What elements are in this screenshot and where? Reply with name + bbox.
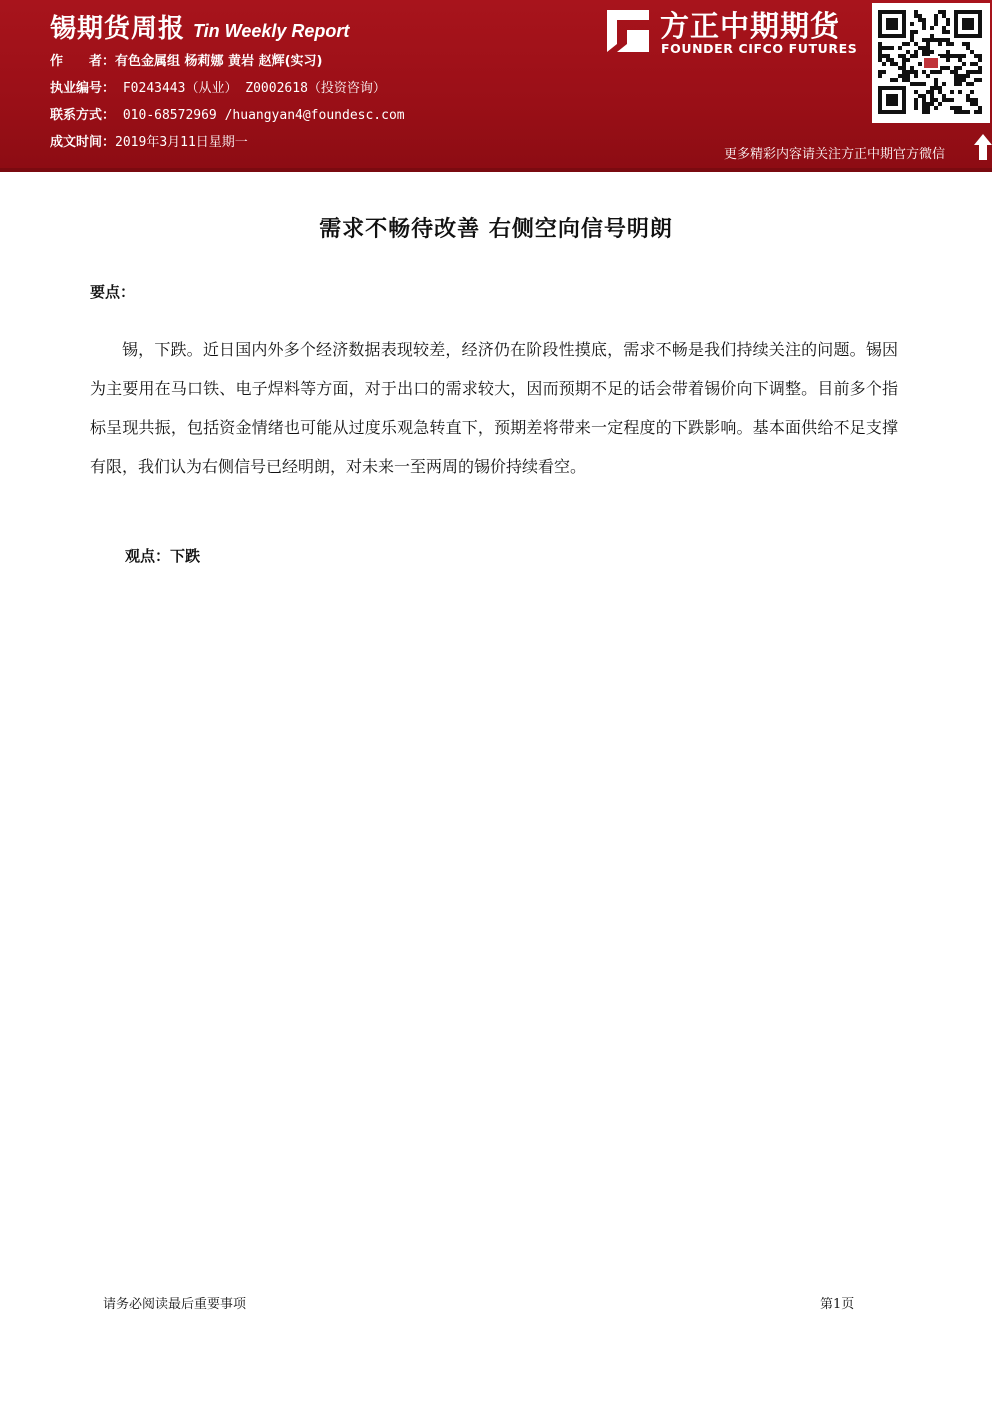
follow-wechat-text: 更多精彩内容请关注方正中期官方微信 — [724, 147, 946, 162]
meta-authors — [50, 52, 405, 79]
meta-label: 作 者： — [50, 54, 116, 69]
view-conclusion: 观点：下跌 — [125, 547, 201, 565]
founder-logo-icon — [603, 6, 653, 56]
meta-value: F0243443（从业） Z0002618（投资咨询） — [115, 81, 386, 96]
page-number: 第1页 — [820, 1297, 855, 1312]
arrow-up-icon — [974, 134, 992, 160]
meta-value: 2019年3月11日星期一 — [115, 135, 248, 150]
key-points-label: 要点： — [90, 283, 136, 301]
header-divider — [0, 168, 992, 172]
summary-paragraph: 锡，下跌。近日国内外多个经济数据表现较差，经济仍在阶段性摸底，需求不畅是我们持续关注的问题。锡因为主要用在马口铁、电子焊料等方面，对于出口的需求较大，因而预期不足的话会带着锡价向下调整。目前多个指标呈现共振，包括资金情绪也可能从过度乐观急转直下，预期差将带来一定程度的下跌影响。基本面供给不足支撑有限，我们认为右侧信号已经明朗，对未来一至两周的锡价持续看空。 — [90, 340, 898, 476]
report-title — [50, 8, 349, 45]
meta-label: 成文时间： — [50, 135, 116, 150]
meta-value: 010-68572969 /huangyan4@foundesc.com — [115, 108, 405, 123]
qr-code-icon — [872, 3, 990, 123]
footer-notice: 请务必阅读最后重要事项 — [103, 1297, 247, 1312]
report-title-cn: 锡期货周报 — [50, 14, 186, 44]
meta-label: 执业编号： — [50, 81, 116, 96]
meta-value: 有色金属组 杨莉娜 黄岩 赵辉(实习) — [115, 54, 323, 69]
meta-date — [50, 133, 405, 160]
report-meta — [50, 52, 405, 160]
document-title: 需求不畅待改善 右侧空向信号明朗 — [319, 217, 673, 242]
report-header — [0, 0, 992, 172]
meta-contact — [50, 106, 405, 133]
meta-license — [50, 79, 405, 106]
meta-label: 联系方式： — [50, 108, 116, 123]
logo-text-en: FOUNDER CIFCO FUTURES — [661, 41, 858, 56]
logo-text-cn: 方正中期期货 — [660, 9, 841, 43]
report-title-en: Tin Weekly Report — [193, 21, 350, 41]
